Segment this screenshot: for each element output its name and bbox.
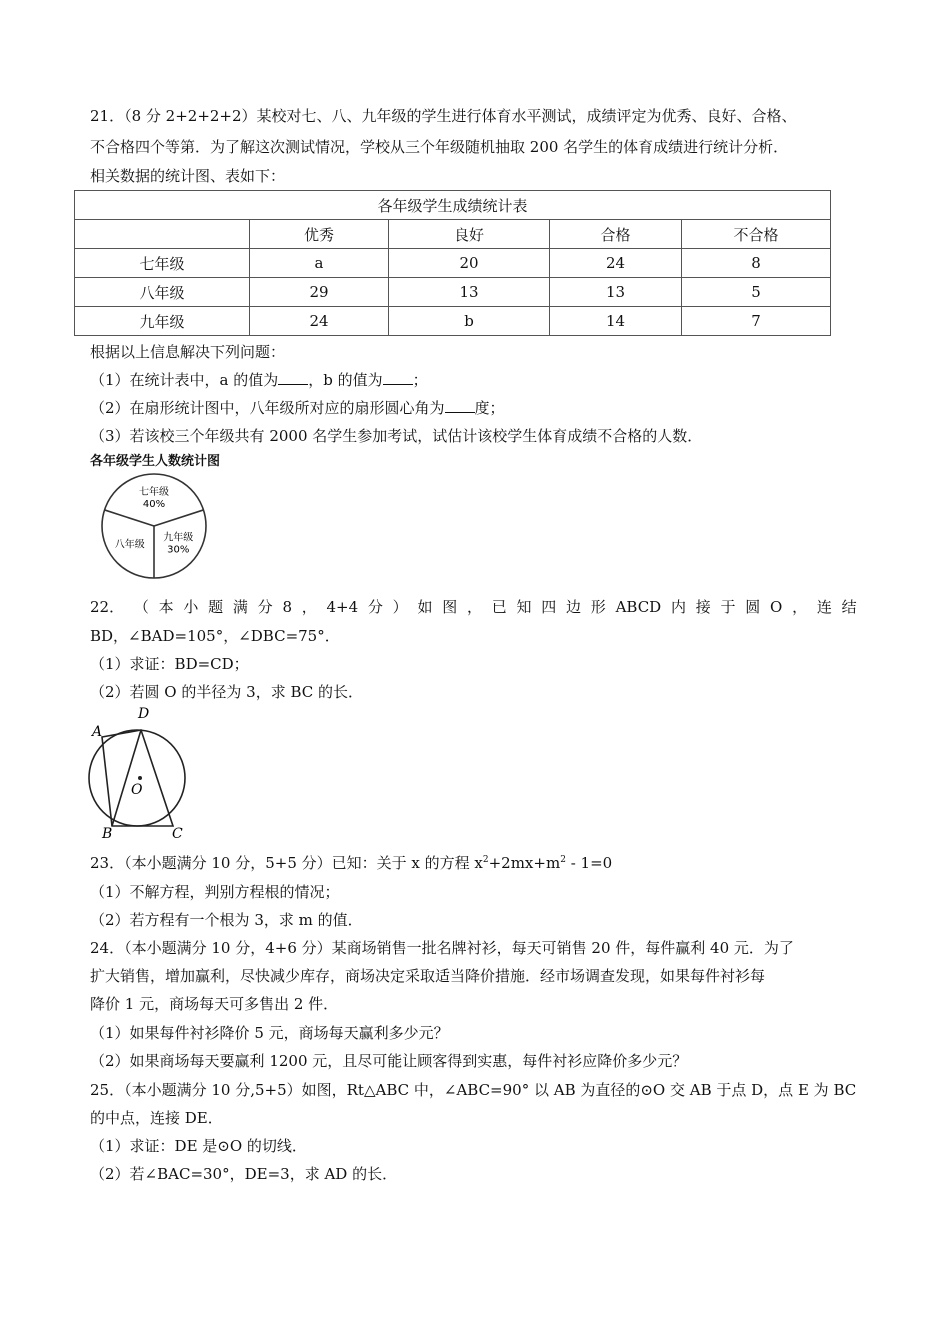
table-cell: 8 xyxy=(682,249,831,278)
q22-line-1-token: 4+4 xyxy=(326,598,359,616)
table-cell: 24 xyxy=(550,249,682,278)
q23-line-1-text-a: 23．（本小题满分 10 分，5+5 分）已知：关于 x 的方程 x xyxy=(90,854,483,872)
q22-line-1-token: 结 xyxy=(841,598,857,616)
q22-line-2: BD，∠BAD=105°，∠DBC=75°． xyxy=(90,627,340,645)
q24-part-1: （1）如果每件衬衫降价 5 元，商场每天赢利多少元？ xyxy=(90,1024,449,1042)
q21-part-2 xyxy=(90,398,505,418)
table-cell: 29 xyxy=(250,278,389,307)
table-cell: 八年级 xyxy=(75,278,250,307)
q22-line-1-token: 22． xyxy=(90,598,125,616)
quadrilateral-abcd xyxy=(102,730,173,826)
table-header-cell: 合格 xyxy=(550,220,682,249)
q21-line-2: 不合格四个等第．为了解这次测试情况，学校从三个年级随机抽取 200 名学生的体育成绩进行统计分析． xyxy=(90,138,789,156)
q23-part-1: （1）不解方程，判别方程根的情况； xyxy=(90,883,340,901)
q22-line-1-token: 边 xyxy=(566,598,582,616)
q24-line-3: 降价 1 元，商场每天可多售出 2 件． xyxy=(90,995,339,1013)
label-o: O xyxy=(131,782,143,798)
q21-part-2-text-a: （2）在扇形统计图中，八年级所对应的扇形圆心角为 xyxy=(90,399,445,417)
q22-line-1-token: 知 xyxy=(516,598,532,616)
q21-line-3: 相关数据的统计图、表如下： xyxy=(90,167,286,185)
q22-line-1-token: 小 xyxy=(183,598,199,616)
q22-line-1-token: 分 xyxy=(257,598,273,616)
q22-line-1-token: 题 xyxy=(208,598,224,616)
label-a: A xyxy=(92,724,103,740)
pie-slice-percent: 40% xyxy=(142,499,166,510)
q22-line-1-token: 已 xyxy=(491,598,507,616)
table-cell: 九年级 xyxy=(75,307,250,336)
q22-line-1-token: 如 xyxy=(417,598,433,616)
table-cell: 14 xyxy=(550,307,682,336)
q22-line-1-token: ） xyxy=(392,598,408,616)
q21-part-1-text-a: （1）在统计表中，a 的值为 xyxy=(90,371,279,389)
q22-line-1-token: 形 xyxy=(590,598,606,616)
table-cell: b xyxy=(389,307,550,336)
q22-line-1-token: 本 xyxy=(158,598,174,616)
q23-line-1-text-b: +2mx+m xyxy=(488,854,561,872)
q22-line-1-token: O xyxy=(770,598,783,616)
table-cell: 7 xyxy=(682,307,831,336)
label-b: B xyxy=(102,826,113,842)
inscribed-quadrilateral-figure xyxy=(84,702,194,842)
q22-line-1-token: 内 xyxy=(670,598,686,616)
q22-line-1-token: ABCD xyxy=(615,598,662,616)
pie-chart-title: 各年级学生人数统计图 xyxy=(90,454,221,469)
q22-line-1-token: 于 xyxy=(720,598,736,616)
table-row xyxy=(75,278,831,307)
q22-line-1-token: 分 xyxy=(367,598,383,616)
q23-part-2: （2）若方程有一个根为 3，求 m 的值． xyxy=(90,911,363,929)
table-header-row xyxy=(75,220,831,249)
segment-bd xyxy=(112,730,141,826)
label-c: C xyxy=(172,826,183,842)
table-cell: 24 xyxy=(250,307,389,336)
q22-line-1-token: ， xyxy=(466,598,482,616)
q22-line-1-token: 接 xyxy=(695,598,711,616)
table-cell: 13 xyxy=(389,278,550,307)
q22-line-1-token: ， xyxy=(792,598,808,616)
q22-line-1-token: 四 xyxy=(541,598,557,616)
q25-part-1: （1）求证：DE 是⊙O 的切线． xyxy=(90,1137,307,1155)
table-header-cell: 优秀 xyxy=(250,220,389,249)
answer-blank xyxy=(383,370,413,385)
q22-part-1: （1）求证：BD=CD； xyxy=(90,655,249,673)
q23-line-1-text-c: - 1=0 xyxy=(565,854,613,872)
q22-part-2: （2）若圆 O 的半径为 3，求 BC 的长． xyxy=(90,683,364,701)
q22-line-1-token: 圆 xyxy=(745,598,761,616)
table-row xyxy=(75,307,831,336)
grade-score-table xyxy=(74,190,831,336)
pie-chart xyxy=(96,470,216,582)
answer-blank xyxy=(278,370,308,385)
q24-part-2: （2）如果商场每天要赢利 1200 元，且尽可能让顾客得到实惠，每件衬衫应降价多少元？ xyxy=(90,1052,688,1070)
q24-line-1: 24．（本小题满分 10 分，4+6 分）某商场销售一批名牌衬衫，每天可销售 20 件，每件赢利 40 元．为了 xyxy=(90,939,794,957)
table-title: 各年级学生成绩统计表 xyxy=(75,191,831,220)
answer-blank xyxy=(445,398,475,413)
table-cell: 13 xyxy=(550,278,682,307)
center-point xyxy=(138,776,142,780)
pie-slice-label: 九年级 xyxy=(163,532,194,544)
q22-line-1-token: （ xyxy=(133,598,149,616)
q25-part-2: （2）若∠BAC=30°，DE=3，求 AD 的长． xyxy=(90,1165,398,1183)
table-cell: a xyxy=(250,249,389,278)
label-d: D xyxy=(138,706,150,722)
q21-part-3: （3）若该校三个年级共有 2000 名学生参加考试，试估计该校学生体育成绩不合格的人数． xyxy=(90,427,703,445)
table-cell: 5 xyxy=(682,278,831,307)
q21-part-1 xyxy=(90,370,428,390)
q21-part-2-text-b: 度； xyxy=(474,399,505,417)
q21-part-1-text-b: ，b 的值为 xyxy=(308,371,383,389)
table-row xyxy=(75,249,831,278)
q21-part-1-text-c: ； xyxy=(412,371,428,389)
q21-line-1: 21．（8 分 2+2+2+2）某校对七、八、九年级的学生进行体育水平测试，成绩评定为优秀、良好、合格、 xyxy=(90,107,797,125)
q22-line-1-token: 连 xyxy=(816,598,832,616)
table-header-cell: 不合格 xyxy=(682,220,831,249)
exponent: 2 xyxy=(482,855,489,865)
table-header-cell xyxy=(75,220,250,249)
q22-line-1-token: 图 xyxy=(442,598,458,616)
pie-slice-percent: 30% xyxy=(167,544,190,556)
pie-slice-label: 七年级 xyxy=(139,487,169,498)
q22-line-1 xyxy=(90,597,857,617)
q22-line-1-token: 8 xyxy=(282,598,292,616)
q23-line-1 xyxy=(90,853,612,873)
exponent: 2 xyxy=(560,855,566,865)
q22-line-1-token: ， xyxy=(301,598,317,616)
table-header-cell: 良好 xyxy=(389,220,550,249)
q24-line-2: 扩大销售，增加赢利，尽快减少库存，商场决定采取适当降价措施．经市场调查发现，如果每件衬衫每 xyxy=(90,967,766,985)
q25-line-1: 25．（本小题满分 10 分,5+5）如图，Rt△ABC 中，∠ABC=90° 以 AB 为直径的⊙O 交 AB 于点 D，点 E 为 BC xyxy=(90,1081,857,1099)
table-cell: 20 xyxy=(389,249,550,278)
q25-line-2: 的中点，连接 DE． xyxy=(90,1109,223,1127)
table-cell: 七年级 xyxy=(75,249,250,278)
q21-intro: 根据以上信息解决下列问题： xyxy=(90,343,286,361)
pie-slice-label: 八年级 xyxy=(114,539,145,551)
q22-line-1-token: 满 xyxy=(232,598,248,616)
